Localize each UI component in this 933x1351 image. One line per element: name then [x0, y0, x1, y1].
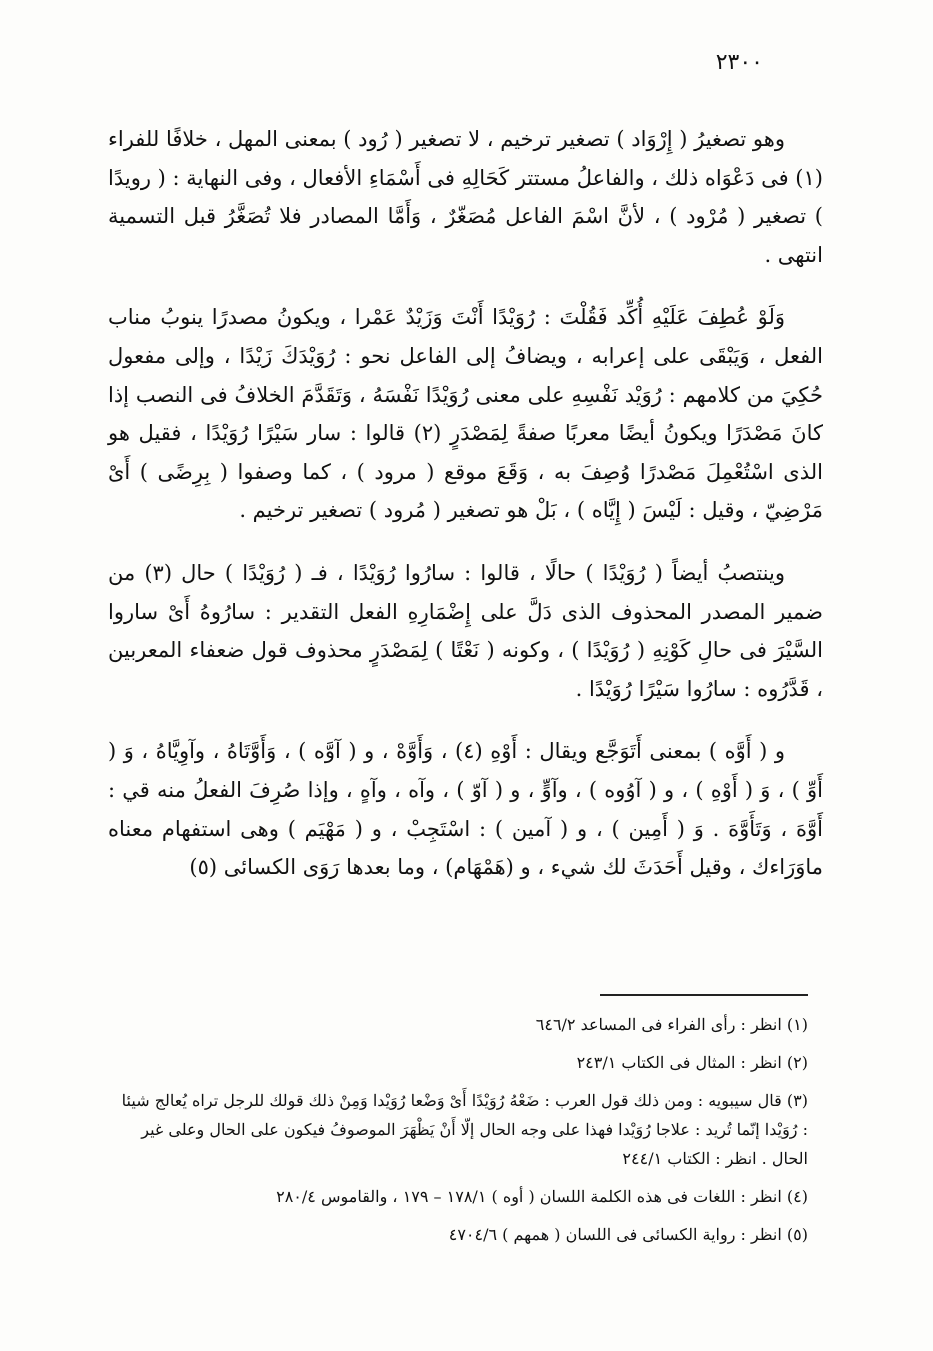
footnote-2: (٢) انظر : المثال فى الكتاب ٢٤٣/١ [576, 1053, 808, 1072]
footnote-3: (٣) قال سيبويه : ومن ذلك قول العرب : ضَعْهُ رُوَيْدًا أَىْ وَضْعا رُوَيْدا وَمِنْ ذلك قولك للرجل تراه يُعالج شيئا : رُوَيْدا إنّما تُريد : علاجا رُوَيْدا فهذا على وجه الحال إلّا أَنْ يَظْهَرَ الموصوفُ فيكون على الحال وعلى غير الحال . انظر : الكتاب ٢٤٤/١ [121, 1091, 808, 1168]
footnote-1: (١) انظر : رأى الفراء فى المساعد ٦٤٦/٢ [535, 1015, 808, 1034]
page-number: ٢٣٠٠ [715, 50, 763, 75]
paragraph-2: وَلَوْ عُطِفَ عَلَيْهِ أُكِّد فَقُلْتَ : رُوَيْدًا أَنْتَ وَزَيْدٌ عَمْرا ، ويكونُ مصدرًا ينوبُ مناب الفعل ، وَيَبْقَى على إعرابه ، ويضافُ إلى الفاعل نحو : رُوَيْدَكَ زَيْدًا ، وإلى مفعول حُكِيَ من كلامهم : رُوَيْد نَفْسِهِ على معنى رُوَيْدًا نَفْسَهُ ، وَتَقَدَّمَ الخلافُ فى النصب إذا كانَ مَصْدَرًا ويكونُ أيضًا معربًا صفةً لِمَصْدَرٍ (٢) قالوا : سار سَيْرًا رُوَيْدًا ، فقيل هو الذى اسْتُعْمِلَ مَصْدرًا وُصِفَ به ، وَقَعَ موقع ( مرود ) ، كما وصفوا ( بِرِضًى ) أَىْ مَرْضِيّ ، وقيل : لَيْسَ ( إِيَّاه ) ، بَلْ هو تصغير ( مُرود ) تصغير ترخيم . [108, 305, 823, 523]
paragraph-3: وينتصبُ أيضاً ( رُوَيْدًا ) حالًا ، قالوا : سارُوا رُوَيْدًا ، فـ ( رُوَيْدًا ) حال (٣) من ضمير المصدر المحذوف الذى دَلَّ على إِضْمَارِهِ الفعل التقدير : سارُوهُ أَىْ ساروا السَّيْرَ فى حالِ كَوْنِهِ ( رُوَيْدًا ) ، وكونه ( نَعْتًا ) لِمَصْدَرٍ محذوف قول ضعفاء المعربين ، قَدَّرُوه : سارُوا سَيْرًا رُوَيْدًا . [108, 560, 823, 701]
footnotes [118, 1010, 808, 1258]
footnote-5: (٥) انظر : رواية الكسائى فى اللسان ( همهم ) ٤٧٠٤/٦ [448, 1225, 808, 1244]
paragraph-4: و ( أَوَّه ) بمعنى أَتَوَجَّع ويقال : أَوْهِ (٤) ، وَأَوَّهْ ، و ( آوَّه ) ، وَأَوَّتَاهُ ، وآوِيَّاهُ ، وَ ( أَوِّ ) ، وَ ( أَوْهِ ) ، و ( آوُوه ) ، وآوٍّ ، و ( آوّ ) ، وآه ، وآهٍ ، وإذا صُرِفَ الفعلُ منه قي : أَوَّهَ ، وَتَأَوَّهَ . وَ ( أَمِين ) ، و ( آمين ) : اسْتَجِبْ ، و ( مَهْيَم ) وهى استفهام معناه ماوَرَاءك ، وقيل أَحَدَثَ لك شيء ، و (هَمْهَام) ، وما بعدها رَوَى الكسائى (٥) [108, 739, 823, 880]
footnote-4: (٤) انظر : اللغات فى هذه الكلمة اللسان ( أوه ) ١٧٨/١ – ١٧٩ ، والقاموس ٢٨٠/٤ [276, 1187, 808, 1206]
footnote-divider [600, 994, 808, 996]
paragraph-1: وهو تصغيرُ ( إِرْوَاد ) تصغير ترخيم ، لا تصغير ( رُود ) بمعنى المهل ، خلافًا للفراء (١) فى دَعْوَاه ذلك ، والفاعلُ مستتر كَحَالِهِ فى أَسْمَاءِ الأفعال ، وفى النهاية : ( رويدًا ) تصغير ( مُرْود ) ، لأنَّ اسْمَ الفاعل مُصَغّرٌ ، وَأَمَّا المصادر فلا تُصَغَّرُ قبل التسمية انتهى . [108, 127, 823, 267]
main-text [108, 120, 823, 911]
